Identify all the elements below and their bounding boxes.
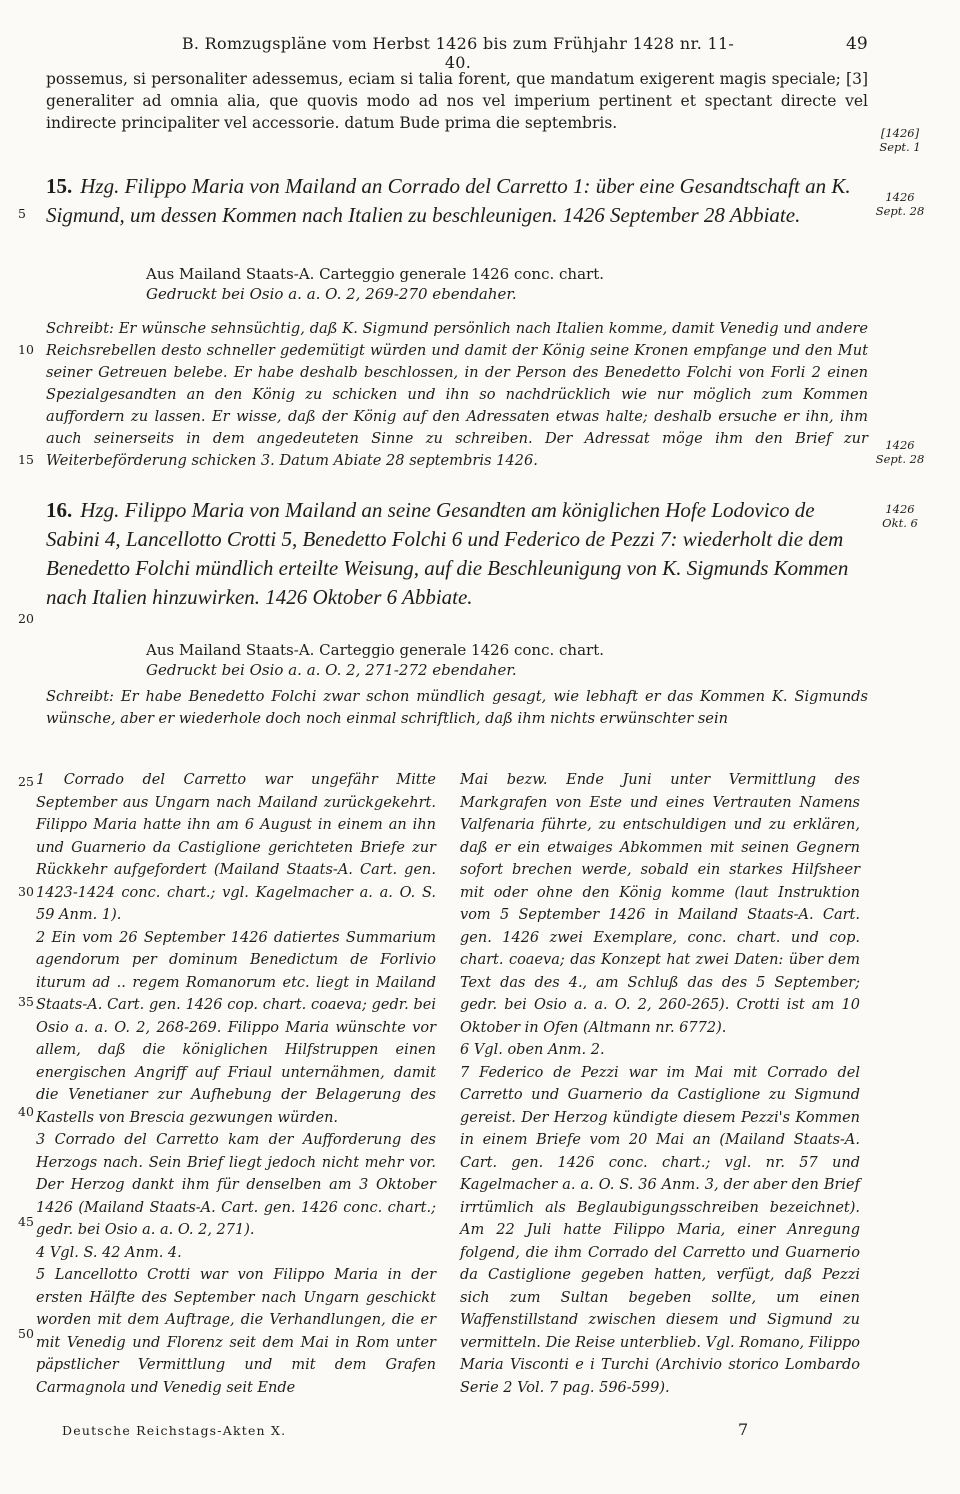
margin-year: [1426]: [880, 126, 920, 140]
footnote: 6 Vgl. oben Anm. 2.: [460, 1042, 605, 1058]
margin-note-doc15-bottom: [872, 438, 928, 466]
line-number: 50: [18, 1326, 34, 1341]
doc16-heading: [46, 496, 868, 612]
margin-date: Okt. 6: [882, 516, 918, 530]
line-number: 5: [18, 206, 26, 221]
volume-title: Deutsche Reichstags-Akten X.: [62, 1423, 287, 1438]
margin-note-doc16: [872, 502, 928, 530]
doc15-summary: [46, 318, 868, 472]
doc16-number: 16.: [46, 498, 73, 522]
footnote: Mai bezw. Ende Juni unter Vermittlung des Markgrafen von Este und eines Vertrauten Namens Valfenaria führte, zu entschuldigen und zu erklären, daß er ein etwaiges Abkommen mit seinen Gegnern sofort brechen werde, sobald ein starkes Hilfsheer mit oder ohne den König komme (laut Instruktion vom 5 September 1426 in Mailand Staats-A. Cart. gen. 1426 zwei Exemplare, conc. chart. und cop. chart. coaeva; das Konzept hat zwei Daten: über dem Text das des 4., am Schluß das des 5 September; gedr. bei Osio a. a. O. 2, 260-265). Crotti ist am 10 Oktober in Ofen (Altmann nr. 6772).: [460, 772, 860, 1036]
doc15-source-print: Gedruckt bei Osio a. a. O. 2, 269-270 ebendaher.: [146, 285, 517, 303]
line-number: 45: [18, 1214, 34, 1229]
footnotes-left-column: [36, 769, 436, 1399]
sheet-signature: 7: [738, 1420, 749, 1439]
footnote: 2 Ein vom 26 September 1426 datiertes Summarium agendorum per dominum Benedictum de Forlivio iturum ad .. regem Romanorum etc. liegt in Mailand Staats-A. Cart. gen. 1426 cop. chart. coaeva; gedr. bei Osio a. a. O. 2, 268-269. Filippo Maria wünschte vor allem, daß die königlichen Hilfstruppen einen energischen Angriff auf Friaul unternähmen, damit die Venetianer zur Aufhebung der Belagerung des Kastells von Brescia gezwungen würden.: [36, 929, 436, 1126]
doc16-source-print: Gedruckt bei Osio a. a. O. 2, 271-272 ebendaher.: [146, 661, 517, 679]
margin-year: 1426: [885, 438, 915, 452]
doc16-summary-text: Schreibt: Er habe Benedetto Folchi zwar schon mündlich gesagt, wie lebhaft er das Kommen K. Sigmunds wünsche, aber er wiederhole doch noch einmal schriftlich, daß ihm nichts erwünschter sein: [46, 688, 868, 727]
margin-note-intro: [872, 126, 928, 154]
line-number: 10: [18, 342, 34, 357]
doc15-number: 15.: [46, 174, 73, 198]
footnote: 3 Corrado del Carretto kam der Aufforderung des Herzogs nach. Sein Brief liegt jedoch nicht mehr vor. Der Herzog dankt ihm für denselben am 3 Oktober 1426 (Mailand Staats-A. Cart. gen. 1426 conc. chart.; gedr. bei Osio a. a. O. 2, 271).: [36, 1132, 436, 1238]
doc15-heading: [46, 172, 868, 230]
running-head: B. Romzugspläne vom Herbst 1426 bis zum Frühjahr 1428 nr. 11-40.: [181, 34, 735, 72]
footnote: 1 Corrado del Carretto war ungefähr Mitte September aus Ungarn nach Mailand zurückgekehrt. Filippo Maria hatte ihn am 6 August in einem an ihn und Guarnerio da Castiglione gerichteten Briefe zur Rückkehr aufgefordert (Mailand Staats-A. Cart. gen. 1423-1424 conc. chart.; vgl. Kagelmacher a. a. O. S. 59 Anm. 1).: [36, 772, 436, 923]
line-number: 20: [18, 611, 34, 626]
doc16-source-archive: Aus Mailand Staats-A. Carteggio generale 1426 conc. chart.: [146, 641, 604, 659]
margin-note-doc15-top: [872, 190, 928, 218]
margin-year: 1426: [885, 190, 915, 204]
footnote: 7 Federico de Pezzi war im Mai mit Corrado del Carretto und Guarnerio da Castiglione zu Sigmund gereist. Der Herzog kündigte diesem Pezzi's Kommen in einem Briefe vom 20 Mai an (Mailand Staats-A. Cart. gen. 1426 conc. chart.; vgl. nr. 57 und Kagelmacher a. a. O. S. 36 Anm. 3, der aber den Brief irrtümlich als Beglaubigungsschreiben bezeichnet). Am 22 Juli hatte Filippo Maria, einer Anregung folgend, die ihm Corrado del Carretto und Guarnerio da Castiglione gegeben hatten, verfügt, daß Pezzi sich zum Sultan begeben sollte, um einen Waffenstillstand zwischen diesem und Sigmund zu vermitteln. Die Reise unterblieb. Vgl. Romano, Filippo Maria Visconti e i Turchi (Archivio storico Lombardo Serie 2 Vol. 7 pag. 596-599).: [460, 1064, 860, 1396]
line-number: 40: [18, 1104, 34, 1119]
doc15-source-archive: Aus Mailand Staats-A. Carteggio generale 1426 conc. chart.: [146, 265, 604, 283]
footnote: 4 Vgl. S. 42 Anm. 4.: [36, 1244, 182, 1261]
doc16-summary: [46, 686, 868, 730]
margin-date: Sept. 28: [875, 452, 925, 466]
line-number: 35: [18, 994, 34, 1009]
doc15-summary-text: Schreibt: Er wünsche sehnsüchtig, daß K. Sigmund persönlich nach Italien komme, damit Venedig und andere Reichsrebellen desto schneller gedemütigt würden und damit der König seine Kronen empfange und den Mut seiner Getreuen belebe. Er habe deshalb beschlossen, in der Person des Benedetto Folchi von Forli 2 einen Spezialgesandten an den König zu schicken und ihn so nachdrücklich wie nur möglich zum Kommen auffordern zu lassen. Er wisse, daß der König auf den Adressaten etwas halte; deshalb ersuche er ihn, ihm auch seinerseits in dem angedeuteten Sinne zu schreiben. Der Adressat möge ihm den Brief zur Weiterbeförderung schicken 3. Datum Abiate 28 septembris 1426.: [46, 320, 868, 469]
intro-text: possemus, si personaliter adessemus, eciam si talia forent, que mandatum exigerent magis speciale; [3] generaliter ad omnia alia, que quovis modo ad nos vel imperium pertinent et spectant directe vel indirecte principaliter vel accessorie. datum Bude prima die septembris.: [46, 70, 868, 132]
doc15-title: Hzg. Filippo Maria von Mailand an Corrado del Carretto 1: über eine Gesandtschaft an K. Sigmund, um dessen Kommen nach Italien zu beschleunigen. 1426 September 28 Abbiate.: [46, 174, 851, 227]
line-number: 30: [18, 884, 34, 899]
line-number: 15: [18, 452, 34, 467]
intro-paragraph: [46, 68, 868, 134]
doc16-title: Hzg. Filippo Maria von Mailand an seine Gesandten am königlichen Hofe Lodovico de Sabini 4, Lancellotto Crotti 5, Benedetto Folchi 6 und Federico de Pezzi 7: wiederholt die dem Benedetto Folchi mündlich erteilte Weisung, auf die Beschleunigung von K. Sigmunds Kommen nach Italien hinzuwirken. 1426 Oktober 6 Abbiate.: [46, 498, 849, 609]
footnotes-right-column: [460, 769, 860, 1399]
margin-year: 1426: [885, 502, 915, 516]
doc15-sources: [146, 264, 868, 304]
doc16-sources: [146, 640, 868, 680]
footnote: 5 Lancellotto Crotti war von Filippo Maria in der ersten Hälfte des September nach Ungarn geschickt worden mit dem Auftrage, die Verhandlungen, die er mit Venedig und Florenz seit dem Mai in Rom unter päpstlicher Vermittlung und mit dem Grafen Carmagnola und Venedig seit Ende: [36, 1267, 436, 1396]
page-number: 49: [846, 34, 868, 54]
margin-date: Sept. 1: [879, 140, 921, 154]
margin-date: Sept. 28: [875, 204, 925, 218]
line-number: 25: [18, 774, 34, 789]
